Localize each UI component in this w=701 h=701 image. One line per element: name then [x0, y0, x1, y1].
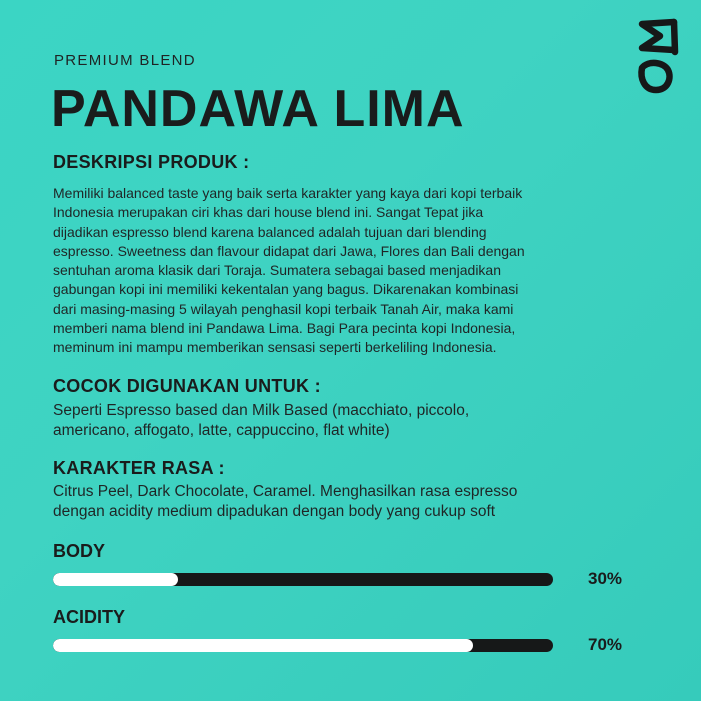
body-meter-value: 30% — [588, 569, 623, 588]
acidity-meter-label: ACIDITY — [53, 607, 125, 627]
description-line: Memiliki balanced taste yang baik serta karakter yang kaya dari kopi terbaik — [53, 185, 523, 201]
taste-line: dengan acidity medium dipadukan dengan body yang cukup soft — [53, 503, 496, 520]
om-brand-logo-icon — [634, 14, 682, 96]
acidity-meter-value: 70% — [588, 635, 623, 654]
body-meter-track — [53, 573, 553, 586]
description-line: dijadikan espresso blend karena balanced adalah tujuan dari blending — [53, 223, 487, 240]
usage-heading: COCOK DIGUNAKAN UNTUK : — [53, 376, 321, 396]
acidity-meter-track — [53, 639, 553, 652]
usage-line: americano, affogato, latte, cappuccino, flat white) — [53, 422, 390, 439]
description-heading: DESKRIPSI PRODUK : — [53, 152, 250, 172]
taste-text — [53, 482, 653, 522]
description-line: Indonesia merupakan ciri khas dari house blend ini. Sangat Tepat jika — [53, 204, 484, 221]
taste-heading: KARAKTER RASA : — [53, 458, 225, 478]
description-line: gabungan kopi ini memiliki kekentalan yang bagus. Dikarenakan kombinasi — [53, 281, 519, 298]
product-title: PANDAWA LIMA — [51, 80, 465, 138]
usage-line: Seperti Espresso based dan Milk Based (macchiato, piccolo, — [53, 402, 470, 419]
description-line: sentuhan aroma klasik dari Toraja. Sumatera sebagai based menjadikan — [53, 262, 502, 279]
blend-category-label: PREMIUM BLEND — [54, 52, 196, 69]
taste-line: Citrus Peel, Dark Chocolate, Caramel. Menghasilkan rasa espresso — [53, 483, 518, 500]
description-line: dari masing-masing 5 wilayah penghasil kopi terbaik Tanah Air, maka kami — [53, 300, 514, 317]
usage-text — [53, 401, 653, 441]
description-line: espresso. Sweetness dan flavour didapat dari Jawa, Flores dan Bali dengan — [53, 242, 525, 259]
description-text — [53, 184, 653, 358]
description-line: memberi nama blend ini Pandawa Lima. Bagi Para pecinta kopi Indonesia, — [53, 320, 516, 337]
body-meter-label: BODY — [53, 541, 106, 561]
body-meter-fill — [53, 573, 178, 586]
description-line: meminum ini mampu memberikan sensasi seperti berkeliling Indonesia. — [53, 339, 497, 356]
acidity-meter-fill — [53, 639, 473, 652]
